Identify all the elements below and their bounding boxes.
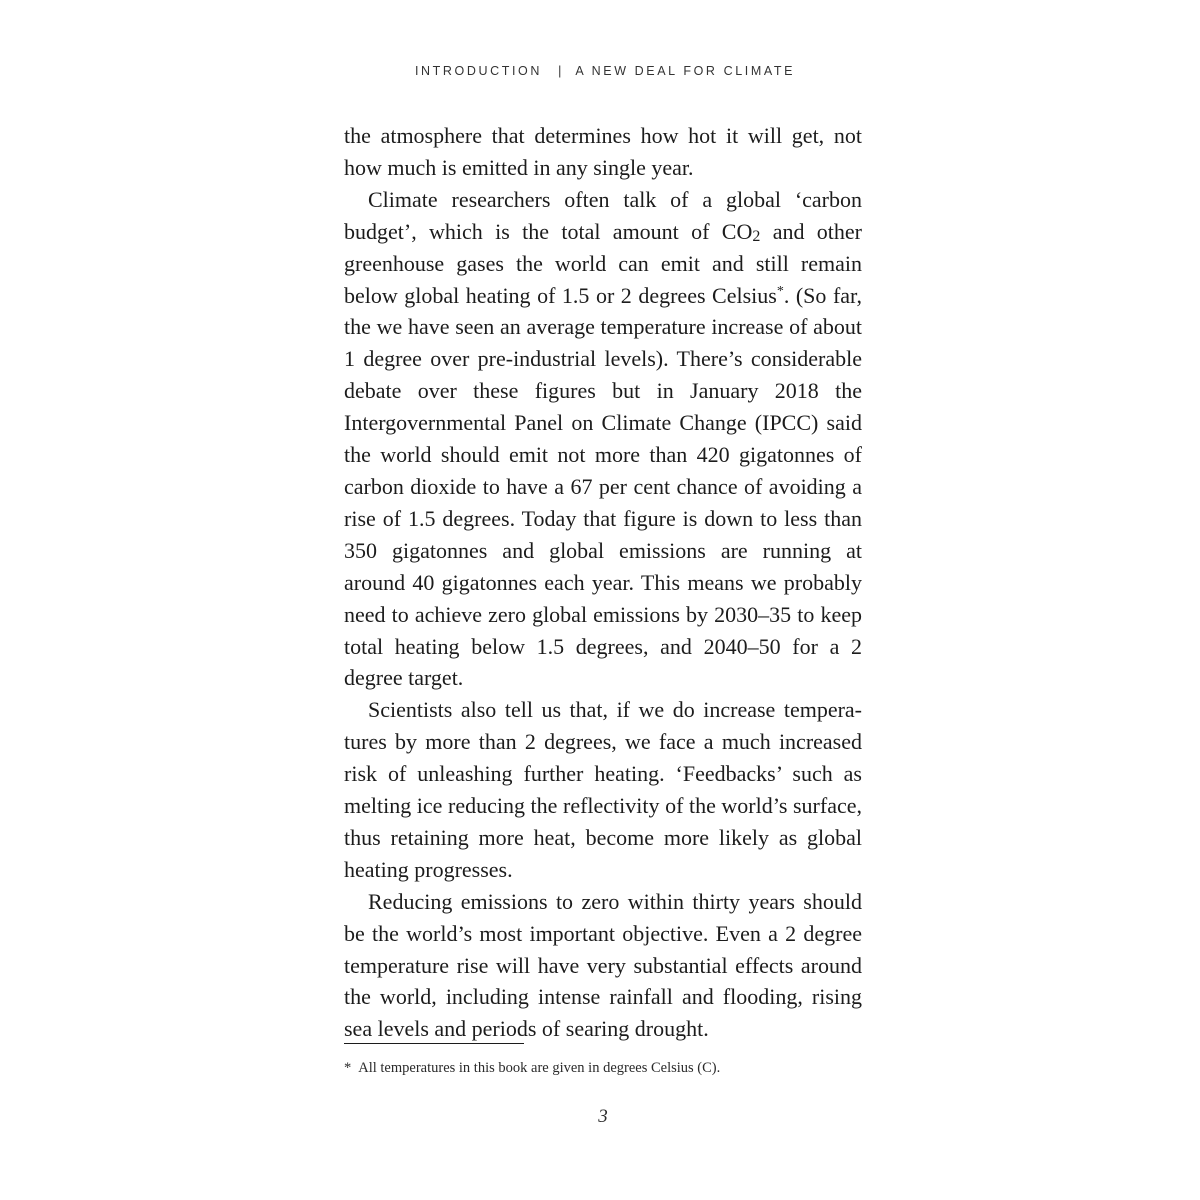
body-text	[344, 120, 862, 1045]
paragraph-carbon-budget	[344, 184, 862, 695]
paragraph-text: . (So far, the we have seen an average temperature increase of about 1 degree over pre-industrial levels). There’s considerable debate over these figures but in January 2018 the Intergovernmental Panel on Climate Change (IPCC) said the world should emit not more than 420 gigatonnes of carbon dioxide to have a 67 per cent chance of avoiding a rise of 1.5 degrees. Today that figure is down to less than 350 gigatonnes and global emissions are running at around 40 gigatonnes each year. This means we probably need to achieve zero global emissions by 2030–35 to keep total heating below 1.5 degrees, and 2040–50 for a 2 degree target.	[344, 282, 862, 691]
paragraph-feedbacks: Scientists also tell us that, if we do increase temperatures by more than 2 degrees, we face a much increased risk of unleashing further heating. ‘Feedbacks’ such as melting ice reducing the reflectivity of the world’s surface, thus retaining more heat, become more likely as global heating progresses.	[344, 697, 862, 882]
running-head	[0, 64, 1200, 78]
page-number: 3	[598, 1106, 608, 1127]
footnote-rule	[344, 1043, 524, 1044]
paragraph-continued: the atmosphere that determines how hot it will get, not how much is emitted in any single year.	[344, 123, 862, 180]
paragraph-objective: Reducing emissions to zero within thirty years should be the world’s most important objective. Even a 2 degree temperature rise will have very substantial effects around the world, including intense rainfall and flooding, rising sea levels and periods of searing drought.	[344, 888, 862, 1042]
paragraph-text: and other greenhouse gases the world can emit and still remain below global heating of 1.5 or 2 degrees Celsius	[344, 218, 863, 308]
paragraph-text: Climate researchers often talk of a global ‘carbon budget’, which is the total amount of CO	[344, 186, 862, 244]
footnote	[344, 1058, 720, 1078]
co2-subscript: 2	[752, 227, 761, 245]
footnote-marker: *	[344, 1060, 352, 1076]
running-head-section: INTRODUCTION	[414, 64, 542, 78]
running-head-separator: |	[558, 64, 564, 78]
footnote-reference[interactable]: *	[776, 283, 784, 299]
footnote-text: All temperatures in this book are given in degrees Celsius (C).	[358, 1060, 721, 1076]
running-head-chapter: A NEW DEAL FOR CLIMATE	[575, 64, 796, 78]
